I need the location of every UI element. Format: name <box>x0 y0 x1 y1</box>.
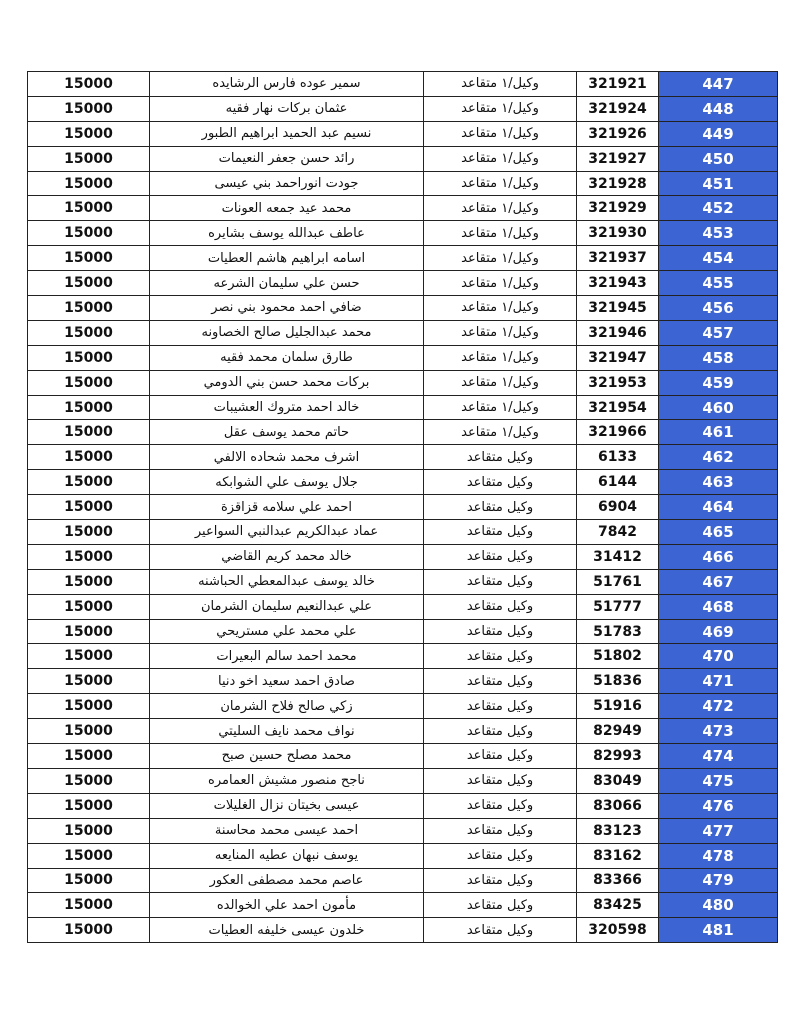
name-cell: يوسف نبهان عطيه المنايعه <box>150 843 424 868</box>
table-row <box>28 495 778 520</box>
table-row <box>28 171 778 196</box>
table-row <box>28 320 778 345</box>
name-cell: محمد مصلح حسين صبح <box>150 744 424 769</box>
table-row <box>28 221 778 246</box>
table-row <box>28 868 778 893</box>
rank-cell: وكيل متقاعد <box>424 445 577 470</box>
name-cell: سمير عوده فارس الرشايده <box>150 72 424 97</box>
sequence-number-cell: 476 <box>659 793 778 818</box>
sequence-number-cell: 471 <box>659 669 778 694</box>
id-number-cell: 83162 <box>577 843 659 868</box>
sequence-number-cell: 480 <box>659 893 778 918</box>
amount-cell: 15000 <box>28 768 150 793</box>
sequence-number-cell: 456 <box>659 296 778 321</box>
rank-cell: وكيل/١ متقاعد <box>424 345 577 370</box>
amount-cell: 15000 <box>28 868 150 893</box>
name-cell: خالد يوسف عبدالمعطي الحباشنه <box>150 569 424 594</box>
sequence-number-cell: 467 <box>659 569 778 594</box>
sequence-number-cell: 449 <box>659 121 778 146</box>
rank-cell: وكيل متقاعد <box>424 520 577 545</box>
sequence-number-cell: 463 <box>659 470 778 495</box>
rank-cell: وكيل/١ متقاعد <box>424 171 577 196</box>
rank-cell: وكيل/١ متقاعد <box>424 370 577 395</box>
table-row <box>28 146 778 171</box>
id-number-cell: 83066 <box>577 793 659 818</box>
amount-cell: 15000 <box>28 171 150 196</box>
records-table <box>27 71 778 943</box>
rank-cell: وكيل متقاعد <box>424 868 577 893</box>
table-row <box>28 296 778 321</box>
id-number-cell: 321928 <box>577 171 659 196</box>
id-number-cell: 321945 <box>577 296 659 321</box>
sequence-number-cell: 477 <box>659 818 778 843</box>
amount-cell: 15000 <box>28 320 150 345</box>
name-cell: علي عبدالنعيم سليمان الشرمان <box>150 594 424 619</box>
table-row <box>28 619 778 644</box>
rank-cell: وكيل/١ متقاعد <box>424 271 577 296</box>
name-cell: نواف محمد نايف السليتي <box>150 719 424 744</box>
amount-cell: 15000 <box>28 843 150 868</box>
rank-cell: وكيل متقاعد <box>424 594 577 619</box>
name-cell: خالد محمد كريم القاضي <box>150 544 424 569</box>
sequence-number-cell: 478 <box>659 843 778 868</box>
name-cell: علي محمد علي مستريحي <box>150 619 424 644</box>
name-cell: حسن علي سليمان الشرعه <box>150 271 424 296</box>
name-cell: عثمان بركات نهار فقيه <box>150 96 424 121</box>
id-number-cell: 321947 <box>577 345 659 370</box>
table-row <box>28 594 778 619</box>
table-row <box>28 271 778 296</box>
rank-cell: وكيل/١ متقاعد <box>424 296 577 321</box>
amount-cell: 15000 <box>28 420 150 445</box>
rank-cell: وكيل متقاعد <box>424 544 577 569</box>
id-number-cell: 83049 <box>577 768 659 793</box>
table-row <box>28 818 778 843</box>
rank-cell: وكيل متقاعد <box>424 694 577 719</box>
rank-cell: وكيل/١ متقاعد <box>424 395 577 420</box>
id-number-cell: 321946 <box>577 320 659 345</box>
sequence-number-cell: 462 <box>659 445 778 470</box>
name-cell: طارق سلمان محمد فقيه <box>150 345 424 370</box>
sequence-number-cell: 466 <box>659 544 778 569</box>
name-cell: حاتم محمد يوسف عقل <box>150 420 424 445</box>
id-number-cell: 82949 <box>577 719 659 744</box>
id-number-cell: 51783 <box>577 619 659 644</box>
sequence-number-cell: 473 <box>659 719 778 744</box>
name-cell: محمد عيد جمعه العونات <box>150 196 424 221</box>
amount-cell: 15000 <box>28 793 150 818</box>
amount-cell: 15000 <box>28 544 150 569</box>
table-row <box>28 569 778 594</box>
table-row <box>28 445 778 470</box>
id-number-cell: 6144 <box>577 470 659 495</box>
table-row <box>28 196 778 221</box>
amount-cell: 15000 <box>28 395 150 420</box>
id-number-cell: 6133 <box>577 445 659 470</box>
sequence-number-cell: 472 <box>659 694 778 719</box>
rank-cell: وكيل/١ متقاعد <box>424 196 577 221</box>
amount-cell: 15000 <box>28 744 150 769</box>
amount-cell: 15000 <box>28 271 150 296</box>
amount-cell: 15000 <box>28 669 150 694</box>
name-cell: رائد حسن جعفر النعيمات <box>150 146 424 171</box>
amount-cell: 15000 <box>28 569 150 594</box>
sequence-number-cell: 460 <box>659 395 778 420</box>
table-row <box>28 72 778 97</box>
id-number-cell: 83425 <box>577 893 659 918</box>
name-cell: اشرف محمد شحاده الالفي <box>150 445 424 470</box>
sequence-number-cell: 448 <box>659 96 778 121</box>
amount-cell: 15000 <box>28 221 150 246</box>
rank-cell: وكيل متقاعد <box>424 619 577 644</box>
rank-cell: وكيل متقاعد <box>424 818 577 843</box>
rank-cell: وكيل/١ متقاعد <box>424 72 577 97</box>
sequence-number-cell: 458 <box>659 345 778 370</box>
table-row <box>28 544 778 569</box>
rank-cell: وكيل متقاعد <box>424 918 577 943</box>
name-cell: ضافي احمد محمود بني نصر <box>150 296 424 321</box>
id-number-cell: 321930 <box>577 221 659 246</box>
sequence-number-cell: 474 <box>659 744 778 769</box>
table-row <box>28 96 778 121</box>
id-number-cell: 83366 <box>577 868 659 893</box>
rank-cell: وكيل متقاعد <box>424 843 577 868</box>
rank-cell: وكيل/١ متقاعد <box>424 146 577 171</box>
name-cell: خلدون عيسى خليفه العطيات <box>150 918 424 943</box>
rank-cell: وكيل/١ متقاعد <box>424 121 577 146</box>
amount-cell: 15000 <box>28 345 150 370</box>
sequence-number-cell: 479 <box>659 868 778 893</box>
name-cell: محمد عبدالجليل صالح الخصاونه <box>150 320 424 345</box>
id-number-cell: 321966 <box>577 420 659 445</box>
name-cell: محمد احمد سالم البعيرات <box>150 644 424 669</box>
id-number-cell: 51761 <box>577 569 659 594</box>
id-number-cell: 321953 <box>577 370 659 395</box>
sequence-number-cell: 464 <box>659 495 778 520</box>
amount-cell: 15000 <box>28 445 150 470</box>
rank-cell: وكيل/١ متقاعد <box>424 246 577 271</box>
table-row <box>28 395 778 420</box>
sequence-number-cell: 469 <box>659 619 778 644</box>
name-cell: بركات محمد حسن بني الدومي <box>150 370 424 395</box>
name-cell: خالد احمد متروك العشيبات <box>150 395 424 420</box>
rank-cell: وكيل متقاعد <box>424 669 577 694</box>
id-number-cell: 321927 <box>577 146 659 171</box>
name-cell: صادق احمد سعيد اخو دنيا <box>150 669 424 694</box>
amount-cell: 15000 <box>28 619 150 644</box>
rank-cell: وكيل/١ متقاعد <box>424 221 577 246</box>
amount-cell: 15000 <box>28 893 150 918</box>
rank-cell: وكيل متقاعد <box>424 470 577 495</box>
id-number-cell: 6904 <box>577 495 659 520</box>
rank-cell: وكيل متقاعد <box>424 569 577 594</box>
sequence-number-cell: 470 <box>659 644 778 669</box>
table-row <box>28 345 778 370</box>
name-cell: جلال يوسف علي الشوابكه <box>150 470 424 495</box>
rank-cell: وكيل/١ متقاعد <box>424 320 577 345</box>
id-number-cell: 82993 <box>577 744 659 769</box>
sequence-number-cell: 454 <box>659 246 778 271</box>
table-row <box>28 843 778 868</box>
id-number-cell: 321937 <box>577 246 659 271</box>
id-number-cell: 31412 <box>577 544 659 569</box>
name-cell: اسامه ابراهيم هاشم العطيات <box>150 246 424 271</box>
sequence-number-cell: 468 <box>659 594 778 619</box>
name-cell: احمد عيسى محمد محاسنة <box>150 818 424 843</box>
table-row <box>28 793 778 818</box>
table-row <box>28 644 778 669</box>
table-row <box>28 370 778 395</box>
amount-cell: 15000 <box>28 196 150 221</box>
sequence-number-cell: 447 <box>659 72 778 97</box>
id-number-cell: 321954 <box>577 395 659 420</box>
sequence-number-cell: 450 <box>659 146 778 171</box>
amount-cell: 15000 <box>28 694 150 719</box>
name-cell: مأمون احمد علي الخوالده <box>150 893 424 918</box>
table-row <box>28 768 778 793</box>
table-row <box>28 893 778 918</box>
amount-cell: 15000 <box>28 470 150 495</box>
rank-cell: وكيل/١ متقاعد <box>424 420 577 445</box>
amount-cell: 15000 <box>28 121 150 146</box>
rank-cell: وكيل متقاعد <box>424 495 577 520</box>
name-cell: ناجح منصور مشيش العمامره <box>150 768 424 793</box>
id-number-cell: 51916 <box>577 694 659 719</box>
sequence-number-cell: 465 <box>659 520 778 545</box>
sequence-number-cell: 481 <box>659 918 778 943</box>
table-row <box>28 420 778 445</box>
rank-cell: وكيل متقاعد <box>424 768 577 793</box>
amount-cell: 15000 <box>28 296 150 321</box>
table-row <box>28 719 778 744</box>
amount-cell: 15000 <box>28 644 150 669</box>
table-row <box>28 669 778 694</box>
rank-cell: وكيل متقاعد <box>424 719 577 744</box>
id-number-cell: 320598 <box>577 918 659 943</box>
id-number-cell: 321926 <box>577 121 659 146</box>
rank-cell: وكيل متقاعد <box>424 893 577 918</box>
amount-cell: 15000 <box>28 72 150 97</box>
amount-cell: 15000 <box>28 495 150 520</box>
name-cell: عاصم محمد مصطفى العكور <box>150 868 424 893</box>
table-row <box>28 694 778 719</box>
sequence-number-cell: 452 <box>659 196 778 221</box>
name-cell: احمد علي سلامه قزاقزة <box>150 495 424 520</box>
name-cell: جودت انوراحمد بني عيسى <box>150 171 424 196</box>
amount-cell: 15000 <box>28 719 150 744</box>
name-cell: عاطف عبدالله يوسف بشايره <box>150 221 424 246</box>
id-number-cell: 51836 <box>577 669 659 694</box>
amount-cell: 15000 <box>28 918 150 943</box>
table-row <box>28 246 778 271</box>
id-number-cell: 51802 <box>577 644 659 669</box>
rank-cell: وكيل متقاعد <box>424 644 577 669</box>
name-cell: عيسى بخيتان نزال الغليلات <box>150 793 424 818</box>
table-row <box>28 918 778 943</box>
sequence-number-cell: 451 <box>659 171 778 196</box>
table-row <box>28 470 778 495</box>
amount-cell: 15000 <box>28 370 150 395</box>
id-number-cell: 321921 <box>577 72 659 97</box>
sequence-number-cell: 475 <box>659 768 778 793</box>
id-number-cell: 321943 <box>577 271 659 296</box>
sequence-number-cell: 459 <box>659 370 778 395</box>
id-number-cell: 321929 <box>577 196 659 221</box>
id-number-cell: 51777 <box>577 594 659 619</box>
amount-cell: 15000 <box>28 96 150 121</box>
id-number-cell: 83123 <box>577 818 659 843</box>
amount-cell: 15000 <box>28 146 150 171</box>
sequence-number-cell: 461 <box>659 420 778 445</box>
amount-cell: 15000 <box>28 246 150 271</box>
table-row <box>28 520 778 545</box>
table-row <box>28 744 778 769</box>
id-number-cell: 7842 <box>577 520 659 545</box>
amount-cell: 15000 <box>28 594 150 619</box>
sequence-number-cell: 457 <box>659 320 778 345</box>
id-number-cell: 321924 <box>577 96 659 121</box>
sequence-number-cell: 455 <box>659 271 778 296</box>
name-cell: نسيم عبد الحميد ابراهيم الطبور <box>150 121 424 146</box>
name-cell: عماد عبدالكريم عبدالنبي السواعير <box>150 520 424 545</box>
name-cell: زكي صالح فلاح الشرمان <box>150 694 424 719</box>
amount-cell: 15000 <box>28 818 150 843</box>
amount-cell: 15000 <box>28 520 150 545</box>
rank-cell: وكيل متقاعد <box>424 793 577 818</box>
table-row <box>28 121 778 146</box>
rank-cell: وكيل متقاعد <box>424 744 577 769</box>
records-table-body <box>28 72 778 943</box>
sequence-number-cell: 453 <box>659 221 778 246</box>
rank-cell: وكيل/١ متقاعد <box>424 96 577 121</box>
